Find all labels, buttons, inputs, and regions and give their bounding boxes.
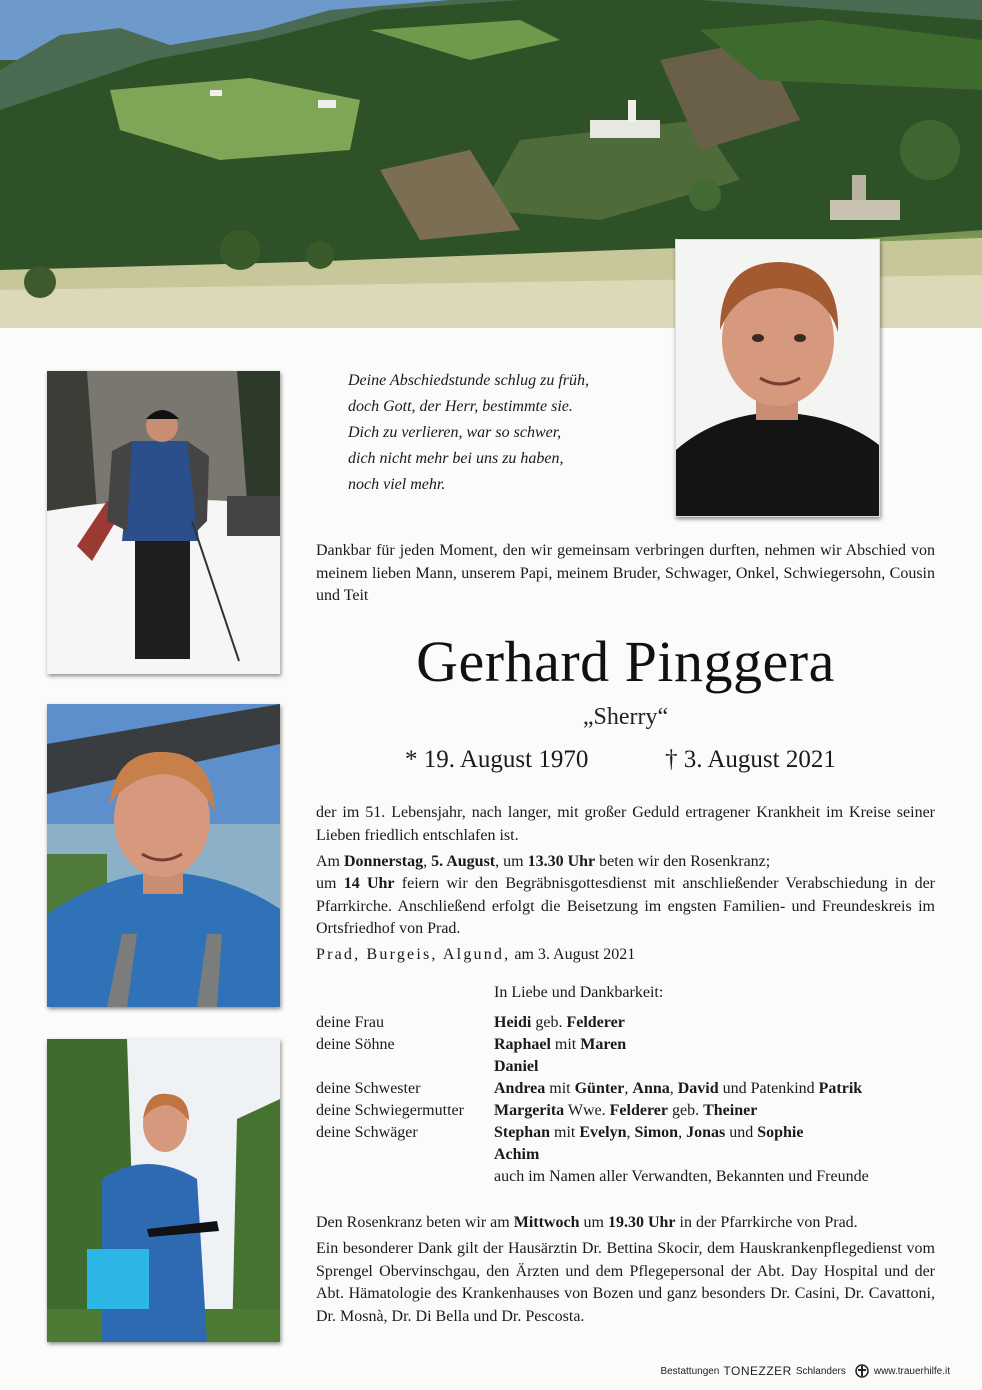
rosary-service-line: Am Donnerstag, 5. August, um 13.30 Uhr beten wir den Rosenkranz; xyxy=(316,853,771,870)
footer-brand: TONEZZER xyxy=(723,1364,792,1378)
deceased-name: Gerhard Pinggera xyxy=(416,629,835,694)
poem xyxy=(348,368,648,498)
poem-line: noch viel mehr. xyxy=(348,476,446,493)
raspberry-harvest-photo xyxy=(47,1039,280,1342)
footer xyxy=(660,1364,950,1378)
family-names-sons-2: Daniel xyxy=(494,1058,539,1075)
family-label-mother-in-law: deine Schwiegermutter xyxy=(316,1102,464,1119)
poem-line: dich nicht mehr bei uns zu haben, xyxy=(348,450,564,467)
family-label-sons: deine Söhne xyxy=(316,1036,395,1053)
service-date: 5. August xyxy=(431,853,496,870)
family-names-in-laws-2: Achim xyxy=(494,1146,540,1163)
family-names-wife: Heidi geb. Felderer xyxy=(494,1014,625,1031)
selfie-orchard-photo xyxy=(47,704,280,1007)
family-label-wife: deine Frau xyxy=(316,1014,384,1031)
funeral-service-paragraph: um 14 Uhr feiern wir den Begräbnisgottesdienst mit anschließender Verabschiedung in der Pfarrkirche. Anschließend erfolgt die Beisetzung im engsten Familien- und Freundeskreis im Ortsfriedhof von Prad. xyxy=(316,875,936,937)
in-love-line: In Liebe und Dankbarkeit: xyxy=(494,984,664,1001)
family-names-sons: Raphael mit Maren xyxy=(494,1036,627,1053)
service-time: 13.30 Uhr xyxy=(527,853,596,870)
birth-date: * 19. August 1970 xyxy=(405,746,589,773)
rosary-line: Den Rosenkranz beten wir am Mittwoch um 19.30 Uhr in der Pfarrkirche von Prad. xyxy=(316,1214,858,1231)
gratitude-paragraph: Ein besonderer Dank gilt der Hausärztin Dr. Bettina Skocir, dem Hauskrankenpflegedienst vom Sprengel Obervinschgau, den Ärzten und dem Pflegepersonal der Abt. Day Hospital und der Abt. Hämatologie des Krankenhauses von Bozen und ganz besonders Dr. Casini, Dr. Cavattoni, Dr. Mosnà, Dr. Di Bella und Dr. Pescosta. xyxy=(316,1240,935,1325)
poem-line: Deine Abschiedstunde schlug zu früh, xyxy=(348,372,590,389)
footer-prefix: Bestattungen xyxy=(660,1365,720,1377)
family-names-in-laws: Stephan mit Evelyn, Simon, Jonas und Sophie xyxy=(494,1124,804,1141)
footer-url[interactable]: www.trauerhilfe.it xyxy=(873,1365,950,1377)
intro-paragraph: Dankbar für jeden Moment, den wir gemeinsam verbringen durften, nehmen wir Abschied von meinem lieben Mann, unserem Papi, meinem Bruder, Schwager, Onkel, Schwiegersohn, Cousin und Teit xyxy=(316,542,935,604)
snowshoe-hike-photo xyxy=(47,371,280,674)
footer-suffix: Schlanders xyxy=(795,1365,846,1377)
service-day: Donnerstag xyxy=(344,853,424,870)
family-names-sister: Andrea mit Günter, Anna, David und Patenkind Patrik xyxy=(494,1080,863,1097)
poem-line: doch Gott, der Herr, bestimmte sie. xyxy=(348,398,573,415)
funeral-time: 14 Uhr xyxy=(343,875,395,892)
family-label-in-laws: deine Schwäger xyxy=(316,1124,418,1141)
places-date-line xyxy=(316,946,635,964)
announcement-paragraph: der im 51. Lebensjahr, nach langer, mit großer Geduld ertragener Krankheit im Kreise seiner Lieben friedlich entschlafen ist. xyxy=(316,804,935,844)
death-date: † 3. August 2021 xyxy=(665,746,836,773)
rosary-time: 19.30 Uhr xyxy=(607,1214,676,1231)
poem-line: Dich zu verlieren, war so schwer, xyxy=(348,424,562,441)
family-label-sister: deine Schwester xyxy=(316,1080,421,1097)
portrait-photo xyxy=(675,239,880,517)
rosary-day: Mittwoch xyxy=(513,1214,580,1231)
deceased-nickname: „Sherry“ xyxy=(582,704,669,730)
cross-logo-icon xyxy=(854,1364,870,1378)
relatives-line: auch im Namen aller Verwandten, Bekannten und Freunde xyxy=(494,1168,869,1185)
family-names-mother-in-law: Margerita Wwe. Felderer geb. Theiner xyxy=(494,1102,758,1119)
places: Prad, Burgeis, Algund, xyxy=(316,946,511,963)
notice-date: am 3. August 2021 xyxy=(510,946,636,963)
